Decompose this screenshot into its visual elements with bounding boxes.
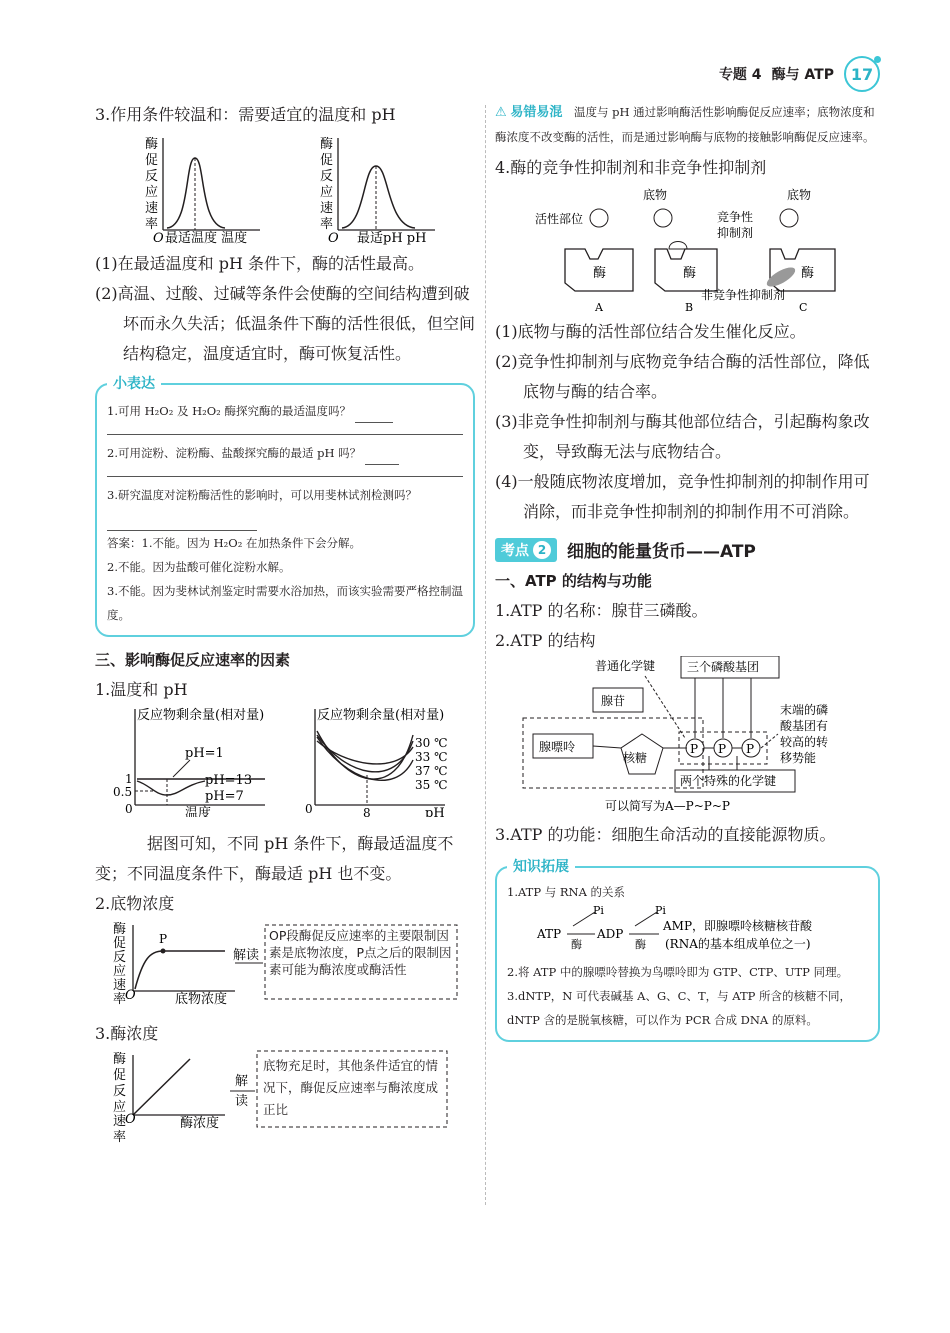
q1-blank[interactable] [355,422,393,423]
inhibit-2: (2)竞争性抑制剂与底物竞争结合酶的活性部位，降低底物与酶的结合率。 [495,352,870,401]
g4-ylabel-4: 速 [113,1114,127,1129]
g1-xlabel: 最适温度 温度 [165,231,248,245]
fig-a: A [595,301,603,313]
g3-ylabel-4: 速 [113,978,127,993]
fig-substrate2: 底物 [787,188,812,202]
q2-blank[interactable] [365,464,399,465]
inhibit-3: (3)非竞争性抑制剂与酶其他部位结合，引起酶构象改变，导致酶无法与底物结合。 [495,412,870,461]
fig-enzyme-c: 酶 [801,266,815,281]
column-divider [485,105,486,1205]
sub-temp-ph: 1.温度和 pH [95,680,188,699]
page-header [640,58,880,90]
g4-ylabel-5: 率 [113,1130,127,1145]
g1-ylabel-0: 酶 [145,137,159,152]
g3-xlabel: 底物浓度 [175,992,228,1007]
g4-jiedu1: 解 [235,1074,249,1089]
knowledge-box [495,859,880,1042]
g3-jiedu: 解读 [233,948,260,963]
atp-end-3: 移势能 [780,751,817,765]
atp-simple: 可以简写为A—P~P~P [605,799,730,813]
gph-y05: 0.5 [113,785,133,799]
g1-ylabel-3: 应 [145,185,159,200]
gtemp-37: 37 ℃ [415,764,448,778]
g2-ylabel-3: 应 [320,185,334,200]
express-box [95,376,475,637]
inhibit-1: (1)底物与酶的活性部位结合发生催化反应。 [495,322,806,341]
kb-pi2: Pi [655,904,666,917]
g4-jiedu2: 读 [235,1094,249,1109]
kb-amp2: (RNA的基本组成单位之一) [665,937,811,951]
kb-line2: 2.将 ATP 中的腺嘌呤替换为鸟嘌呤即为 GTP、CTP、UTP 同理。 [507,965,849,979]
atp-bond: 普通化学键 [595,659,656,673]
gph-ph13: pH=13 [205,773,253,788]
g4-ylabel-3: 应 [113,1100,127,1115]
section-4-title: 4.酶的竞争性抑制剂和非竞争性抑制剂 [495,158,767,177]
gph-ph7: pH=7 [205,789,244,804]
warning-note [495,100,880,149]
fig-c: C [799,301,808,313]
gtemp-xlabel: pH [425,806,445,817]
q2-answer-line[interactable] [107,465,463,477]
gtemp-35: 35 ℃ [415,778,448,792]
g2-ylabel-5: 率 [320,217,334,232]
g3-ylabel-2: 反 [113,950,127,965]
g3-ylabel-0: 酶 [113,922,127,937]
g4-explain: 底物充足时，其他条件适宜的情况下，酶促反应速率与酶浓度成正比 [263,1058,439,1117]
g3-ylabel-3: 应 [113,964,127,979]
atp-two: 两个特殊的化学键 [680,774,777,788]
atp-p2: P [718,742,727,756]
express-a3: 3.不能。因为斐林试剂鉴定时需要水浴加热，而该实验需要严格控制温度。 [107,584,463,622]
kaodian-tag: 考点 2 [495,538,557,562]
g4-xlabel: 酶浓度 [180,1116,220,1131]
warning-icon: ⚠ [495,105,507,120]
fig-comp2: 抑制剂 [717,226,754,240]
gtemp-origin: 0 [305,802,313,816]
fig-substrate1: 底物 [643,188,668,202]
ph-curve-graph [320,137,435,245]
kb-atp: ATP [537,927,562,941]
kb-adp: ADP [597,927,624,941]
g4-origin: O [125,1112,136,1127]
para-conclusion: 据图可知，不同 pH 条件下，酶最适温度不变；不同温度条件下，酶最适 pH 也不变。 [95,834,454,883]
right-column [495,100,880,1042]
g2-xlabel: 最适pH pH [357,231,427,245]
atp-structure-diagram [495,656,880,816]
atp-adenosine: 腺苷 [601,694,626,708]
kaodian-title: 细胞的能量货币——ATP [567,542,756,562]
g3-explain: OP段酶促反应速率的主要限制因素是底物浓度，P点之后的限制因素可能为酶浓度或酶活性 [269,928,452,977]
remaining-graphs [95,705,475,817]
temperature-curve-graph [145,137,260,245]
fig-active: 活性部位 [535,212,584,226]
g2-ylabel-4: 速 [320,201,334,216]
atp-end-1: 酸基团有 [780,719,829,733]
g1-ylabel-1: 促 [145,153,159,168]
g4-ylabel-1: 促 [113,1068,127,1083]
fig-enzyme-a: 酶 [593,266,607,281]
gph-xlabel: 温度 [185,806,212,817]
g3-p: P [159,932,168,946]
g1-ylabel-2: 反 [145,169,159,184]
kb-enz1: 酶 [571,938,582,951]
gph-origin: 0 [125,802,133,816]
express-a2: 2.不能。因为盐酸可催化淀粉水解。 [107,560,291,574]
section-3-title: 3.作用条件较温和：需要适宜的温度和 pH [95,105,396,124]
kb-line1: 1.ATP 与 RNA 的关系 [507,885,626,899]
kb-pi1: Pi [593,904,604,917]
gtemp-33: 33 ℃ [415,750,448,764]
g4-ylabel-2: 反 [113,1084,127,1099]
g3-ylabel-1: 促 [113,936,127,951]
gph-ph1: pH=1 [185,746,224,761]
atp-name: 1.ATP 的名称：腺苷三磷酸。 [495,601,708,620]
sub-enzyme-conc: 3.酶浓度 [95,1024,159,1043]
warning-tag: 易错易混 [510,105,563,120]
left-column [95,100,475,1153]
fig-noncomp: 非竞争性抑制剂 [701,288,786,302]
g2-ylabel-0: 酶 [320,137,334,152]
kb-amp: AMP，即腺嘌呤核糖核苷酸 [663,919,813,933]
substrate-graph [95,919,475,1009]
kaodian-2-header [495,537,880,562]
enzyme-conc-graph [95,1049,475,1149]
fig-comp1: 竞争性 [717,210,754,224]
ph7-curve [137,781,205,795]
g3-origin: O [125,988,136,1003]
express-a1: 答案：1.不能。因为 H₂O₂ 在加热条件下会分解。 [107,536,361,550]
atp-p3: P [746,742,755,756]
page-number: 17 [844,56,880,92]
atp-adenine: 腺嘌呤 [539,740,576,754]
express-box-tag: 小表达 [107,373,161,393]
atp-p1: P [690,742,699,756]
gph-ylabel: 反应物剩余量(相对量) [137,708,265,723]
knowledge-box-tag: 知识拓展 [507,856,575,876]
sub-substrate: 2.底物浓度 [95,894,175,913]
g2-ylabel-1: 促 [320,153,334,168]
gtemp-x8: 8 [363,806,371,817]
temp-ph-curves [95,130,475,245]
g3-ylabel-5: 率 [113,992,127,1007]
kb-line3: 3.dNTP，N 可代表碱基 A、G、C、T，与 ATP 所含的核糖不同，dNTP 含的是脱氧核糖，可以作为 PCR 合成 DNA 的原料。 [507,989,852,1027]
g2-origin: O [328,231,339,245]
atp-ribose: 核糖 [623,751,648,765]
atp-structure-title: 2.ATP 的结构 [495,631,596,650]
g1-ylabel-5: 率 [145,217,159,232]
atp-function: 3.ATP 的功能：细胞生命活动的直接能源物质。 [495,825,836,844]
express-q3: 3.研究温度对淀粉酶活性的影响时，可以用斐林试剂检测吗？ [107,483,463,531]
topic-title: 酶与 ATP [771,67,834,83]
atp-three: 三个磷酸基团 [687,660,760,674]
inhibit-4: (4)一般随底物浓度增加，竞争性抑制剂的抑制作用可消除，而非竞争性抑制剂的抑制作用不可消除。 [495,472,870,521]
section-factors-title: 三、影响酶促反应速率的因素 [95,651,291,669]
ph-remaining-graph [113,707,265,817]
warning-text: 温度与 pH 通过影响酶活性影响酶促反应速率；底物浓度和酶浓度不改变酶的活性，而是通过影响酶与底物的接触影响酶促反应速率。 [495,105,875,144]
express-q2: 2.可用淀粉、淀粉酶、盐酸探究酶的最适 pH 吗？ [107,446,362,460]
g1-ylabel-4: 速 [145,201,159,216]
para-optimal: (1)在最适温度和 pH 条件下，酶的活性最高。 [95,254,425,273]
express-q1: 1.可用 H₂O₂ 及 H₂O₂ 酶探究酶的最适温度吗？ [107,404,351,418]
q1-answer-line[interactable] [107,423,463,435]
g2-ylabel-2: 反 [320,169,334,184]
atp-end-0: 末端的磷 [780,703,829,717]
atp-rna-diagram [507,904,867,956]
atp-end-2: 较高的转 [780,735,829,749]
gtemp-ylabel: 反应物剩余量(相对量) [317,708,445,723]
kaodian-number: 2 [533,541,551,559]
inhibitor-figure [495,183,880,313]
atp-section-title: 一、ATP 的结构与功能 [495,572,652,590]
topic-label: 专题 4 [718,67,762,83]
g1-origin: O [153,231,164,245]
kb-enz2: 酶 [635,938,646,951]
g4-ylabel-0: 酶 [113,1052,127,1067]
gph-y1: 1 [125,772,133,786]
gtemp-30: 30 ℃ [415,736,448,750]
fig-b: B [685,301,694,313]
fig-enzyme-b: 酶 [683,266,697,281]
para-denature: (2)高温、过酸、过碱等条件会使酶的空间结构遭到破坏而永久失活；低温条件下酶的活性很低，但空间结构稳定，温度适宜时，酶可恢复活性。 [95,284,476,363]
temp-remaining-graph [305,707,448,817]
